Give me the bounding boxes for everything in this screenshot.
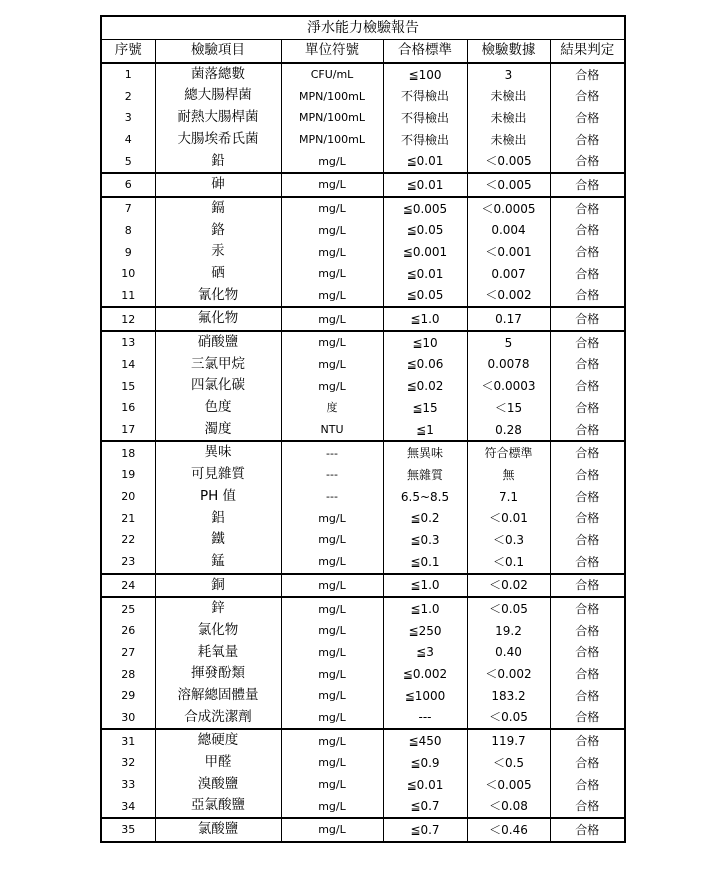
row-standard: ≦15 (383, 397, 467, 419)
row-judgement: 合格 (550, 85, 625, 107)
row-result: ＜0.005 (467, 774, 550, 796)
row-unit: mg/L (281, 150, 383, 173)
row-judgement: 合格 (550, 63, 625, 86)
row-number: 32 (101, 752, 155, 774)
row-item: 硝酸鹽 (155, 331, 281, 354)
table-row (101, 795, 625, 818)
row-result: ＜0.002 (467, 663, 550, 685)
row-result: 0.004 (467, 220, 550, 242)
row-unit: --- (281, 441, 383, 464)
row-judgement: 合格 (550, 220, 625, 242)
row-item: 色度 (155, 397, 281, 419)
row-judgement: 合格 (550, 419, 625, 442)
row-unit: mg/L (281, 220, 383, 242)
row-number: 26 (101, 620, 155, 642)
row-result: 未檢出 (467, 107, 550, 129)
row-standard: ≦0.05 (383, 285, 467, 308)
row-result: 無 (467, 464, 550, 486)
table-row (101, 663, 625, 685)
row-judgement: 合格 (550, 729, 625, 752)
table-row (101, 441, 625, 464)
row-result: 0.0078 (467, 354, 550, 376)
row-number: 21 (101, 507, 155, 529)
row-unit: 度 (281, 397, 383, 419)
table-row (101, 752, 625, 774)
row-standard: --- (383, 707, 467, 730)
row-unit: mg/L (281, 529, 383, 551)
row-unit: mg/L (281, 241, 383, 263)
row-number: 3 (101, 107, 155, 129)
row-item: 揮發酚類 (155, 663, 281, 685)
row-judgement: 合格 (550, 307, 625, 331)
row-standard: ≦0.002 (383, 663, 467, 685)
row-unit: --- (281, 464, 383, 486)
row-item: 耗氧量 (155, 642, 281, 664)
row-unit: mg/L (281, 752, 383, 774)
row-judgement: 合格 (550, 818, 625, 842)
row-item: 硒 (155, 263, 281, 285)
row-judgement: 合格 (550, 663, 625, 685)
row-unit: mg/L (281, 331, 383, 354)
row-item: 三氯甲烷 (155, 354, 281, 376)
row-standard: 6.5~8.5 (383, 486, 467, 508)
row-judgement: 合格 (550, 197, 625, 220)
row-number: 19 (101, 464, 155, 486)
row-number: 17 (101, 419, 155, 442)
row-item: 鋁 (155, 507, 281, 529)
row-judgement: 合格 (550, 354, 625, 376)
table-row (101, 551, 625, 574)
row-standard: 不得檢出 (383, 85, 467, 107)
row-number: 2 (101, 85, 155, 107)
table-row (101, 107, 625, 129)
row-item: 濁度 (155, 419, 281, 442)
row-number: 13 (101, 331, 155, 354)
table-row (101, 241, 625, 263)
row-unit: mg/L (281, 620, 383, 642)
row-item: 氯化物 (155, 620, 281, 642)
row-item: 氰化物 (155, 285, 281, 308)
row-number: 23 (101, 551, 155, 574)
row-judgement: 合格 (550, 285, 625, 308)
table-row (101, 331, 625, 354)
row-result: ＜0.005 (467, 150, 550, 173)
row-unit: mg/L (281, 597, 383, 620)
row-judgement: 合格 (550, 375, 625, 397)
row-item: 菌落總數 (155, 63, 281, 86)
row-result: ＜0.05 (467, 597, 550, 620)
row-unit: mg/L (281, 663, 383, 685)
row-judgement: 合格 (550, 263, 625, 285)
row-item: 銅 (155, 574, 281, 598)
row-judgement: 合格 (550, 441, 625, 464)
row-unit: mg/L (281, 774, 383, 796)
row-judgement: 合格 (550, 642, 625, 664)
table-row (101, 486, 625, 508)
row-number: 5 (101, 150, 155, 173)
row-judgement: 合格 (550, 574, 625, 598)
table-row (101, 597, 625, 620)
row-standard: ≦0.1 (383, 551, 467, 574)
table-row (101, 220, 625, 242)
row-standard: ≦100 (383, 63, 467, 86)
row-number: 34 (101, 795, 155, 818)
water-test-report-table (100, 15, 626, 843)
row-number: 18 (101, 441, 155, 464)
row-standard: ≦250 (383, 620, 467, 642)
table-row (101, 285, 625, 308)
row-unit: MPN/100mL (281, 107, 383, 129)
row-number: 24 (101, 574, 155, 598)
row-standard: ≦0.05 (383, 220, 467, 242)
table-row (101, 263, 625, 285)
row-judgement: 合格 (550, 529, 625, 551)
row-standard: ≦0.3 (383, 529, 467, 551)
report-body (101, 63, 625, 842)
row-judgement: 合格 (550, 173, 625, 197)
row-judgement: 合格 (550, 707, 625, 730)
row-result: ＜0.46 (467, 818, 550, 842)
row-number: 29 (101, 685, 155, 707)
row-result: ＜0.0005 (467, 197, 550, 220)
row-result: ＜0.08 (467, 795, 550, 818)
row-unit: mg/L (281, 263, 383, 285)
row-judgement: 合格 (550, 397, 625, 419)
row-standard: ≦0.06 (383, 354, 467, 376)
row-item: 鎘 (155, 197, 281, 220)
row-standard: ≦0.7 (383, 818, 467, 842)
row-standard: ≦1.0 (383, 597, 467, 620)
row-result: ＜0.1 (467, 551, 550, 574)
header-judgement: 結果判定 (550, 40, 625, 63)
row-unit: --- (281, 486, 383, 508)
row-standard: ≦0.02 (383, 375, 467, 397)
row-judgement: 合格 (550, 685, 625, 707)
table-row (101, 574, 625, 598)
row-result: ＜0.01 (467, 507, 550, 529)
row-number: 14 (101, 354, 155, 376)
row-item: 合成洗潔劑 (155, 707, 281, 730)
row-standard: ≦450 (383, 729, 467, 752)
row-result: ＜0.005 (467, 173, 550, 197)
row-judgement: 合格 (550, 331, 625, 354)
row-number: 20 (101, 486, 155, 508)
row-item: 四氯化碳 (155, 375, 281, 397)
table-row (101, 707, 625, 730)
table-row (101, 620, 625, 642)
header-standard: 合格標準 (383, 40, 467, 63)
row-judgement: 合格 (550, 597, 625, 620)
row-standard: ≦0.7 (383, 795, 467, 818)
row-number: 27 (101, 642, 155, 664)
row-unit: MPN/100mL (281, 129, 383, 151)
table-row (101, 197, 625, 220)
table-row (101, 818, 625, 842)
row-item: 汞 (155, 241, 281, 263)
row-unit: mg/L (281, 642, 383, 664)
row-number: 35 (101, 818, 155, 842)
row-item: 大腸埃希氏菌 (155, 129, 281, 151)
row-item: 砷 (155, 173, 281, 197)
table-row (101, 129, 625, 151)
row-item: 氟化物 (155, 307, 281, 331)
row-result: 19.2 (467, 620, 550, 642)
row-result: 符合標準 (467, 441, 550, 464)
row-number: 9 (101, 241, 155, 263)
row-number: 28 (101, 663, 155, 685)
row-unit: NTU (281, 419, 383, 442)
row-standard: ≦1.0 (383, 574, 467, 598)
row-standard: ≦0.01 (383, 263, 467, 285)
row-result: ＜0.0003 (467, 375, 550, 397)
row-standard: 無雜質 (383, 464, 467, 486)
row-result: 未檢出 (467, 85, 550, 107)
table-row (101, 774, 625, 796)
table-row (101, 507, 625, 529)
row-number: 8 (101, 220, 155, 242)
row-item: PH 值 (155, 486, 281, 508)
header-no: 序號 (101, 40, 155, 63)
row-unit: mg/L (281, 707, 383, 730)
row-unit: mg/L (281, 685, 383, 707)
header-item: 檢驗項目 (155, 40, 281, 63)
row-judgement: 合格 (550, 241, 625, 263)
row-standard: 不得檢出 (383, 107, 467, 129)
row-standard: ≦0.01 (383, 150, 467, 173)
table-row (101, 529, 625, 551)
row-number: 15 (101, 375, 155, 397)
row-result: 5 (467, 331, 550, 354)
row-item: 鐵 (155, 529, 281, 551)
table-row (101, 729, 625, 752)
row-judgement: 合格 (550, 774, 625, 796)
row-number: 6 (101, 173, 155, 197)
row-unit: MPN/100mL (281, 85, 383, 107)
table-row (101, 685, 625, 707)
row-standard: ≦0.9 (383, 752, 467, 774)
row-number: 1 (101, 63, 155, 86)
row-number: 25 (101, 597, 155, 620)
table-row (101, 419, 625, 442)
row-number: 7 (101, 197, 155, 220)
row-result: 0.40 (467, 642, 550, 664)
row-item: 鉛 (155, 150, 281, 173)
row-standard: ≦1 (383, 419, 467, 442)
row-item: 總硬度 (155, 729, 281, 752)
row-result: 未檢出 (467, 129, 550, 151)
row-item: 可見雜質 (155, 464, 281, 486)
row-item: 亞氯酸鹽 (155, 795, 281, 818)
header-unit: 單位符號 (281, 40, 383, 63)
row-unit: mg/L (281, 551, 383, 574)
row-unit: mg/L (281, 795, 383, 818)
row-item: 耐熱大腸桿菌 (155, 107, 281, 129)
row-number: 11 (101, 285, 155, 308)
row-judgement: 合格 (550, 551, 625, 574)
row-judgement: 合格 (550, 507, 625, 529)
row-result: 3 (467, 63, 550, 86)
row-judgement: 合格 (550, 486, 625, 508)
table-row (101, 173, 625, 197)
row-result: ＜0.5 (467, 752, 550, 774)
row-standard: ≦0.2 (383, 507, 467, 529)
row-number: 31 (101, 729, 155, 752)
row-judgement: 合格 (550, 129, 625, 151)
row-item: 甲醛 (155, 752, 281, 774)
row-number: 33 (101, 774, 155, 796)
row-unit: mg/L (281, 173, 383, 197)
row-result: ＜0.02 (467, 574, 550, 598)
row-unit: mg/L (281, 729, 383, 752)
row-result: ＜0.002 (467, 285, 550, 308)
row-standard: ≦1.0 (383, 307, 467, 331)
table-row (101, 150, 625, 173)
row-standard: ≦10 (383, 331, 467, 354)
row-result: ＜0.3 (467, 529, 550, 551)
row-standard: 不得檢出 (383, 129, 467, 151)
table-row (101, 354, 625, 376)
row-judgement: 合格 (550, 150, 625, 173)
row-item: 鋅 (155, 597, 281, 620)
row-result: 183.2 (467, 685, 550, 707)
header-result: 檢驗數據 (467, 40, 550, 63)
row-item: 溶解總固體量 (155, 685, 281, 707)
row-judgement: 合格 (550, 464, 625, 486)
row-number: 4 (101, 129, 155, 151)
row-standard: ≦0.01 (383, 774, 467, 796)
row-result: 7.1 (467, 486, 550, 508)
row-result: 0.28 (467, 419, 550, 442)
table-row (101, 397, 625, 419)
row-number: 16 (101, 397, 155, 419)
row-unit: mg/L (281, 285, 383, 308)
row-unit: mg/L (281, 574, 383, 598)
row-judgement: 合格 (550, 107, 625, 129)
table-row (101, 63, 625, 86)
row-unit: mg/L (281, 375, 383, 397)
row-judgement: 合格 (550, 752, 625, 774)
row-unit: mg/L (281, 354, 383, 376)
row-standard: ≦0.001 (383, 241, 467, 263)
row-unit: mg/L (281, 507, 383, 529)
row-result: ＜0.001 (467, 241, 550, 263)
row-item: 氯酸鹽 (155, 818, 281, 842)
row-standard: ≦0.01 (383, 173, 467, 197)
report-title: 淨水能力檢驗報告 (101, 16, 625, 40)
row-judgement: 合格 (550, 620, 625, 642)
table-row (101, 307, 625, 331)
row-item: 總大腸桿菌 (155, 85, 281, 107)
row-standard: ≦1000 (383, 685, 467, 707)
row-number: 30 (101, 707, 155, 730)
row-result: 0.17 (467, 307, 550, 331)
row-unit: mg/L (281, 818, 383, 842)
row-result: 0.007 (467, 263, 550, 285)
row-unit: CFU/mL (281, 63, 383, 86)
row-standard: ≦3 (383, 642, 467, 664)
table-row (101, 642, 625, 664)
row-unit: mg/L (281, 307, 383, 331)
row-result: ＜0.05 (467, 707, 550, 730)
row-judgement: 合格 (550, 795, 625, 818)
row-item: 錳 (155, 551, 281, 574)
row-number: 12 (101, 307, 155, 331)
table-row (101, 85, 625, 107)
table-row (101, 375, 625, 397)
row-unit: mg/L (281, 197, 383, 220)
row-item: 異味 (155, 441, 281, 464)
row-result: 119.7 (467, 729, 550, 752)
row-standard: 無異味 (383, 441, 467, 464)
table-row (101, 464, 625, 486)
row-item: 溴酸鹽 (155, 774, 281, 796)
row-result: ＜15 (467, 397, 550, 419)
row-standard: ≦0.005 (383, 197, 467, 220)
row-number: 10 (101, 263, 155, 285)
row-item: 鉻 (155, 220, 281, 242)
row-number: 22 (101, 529, 155, 551)
